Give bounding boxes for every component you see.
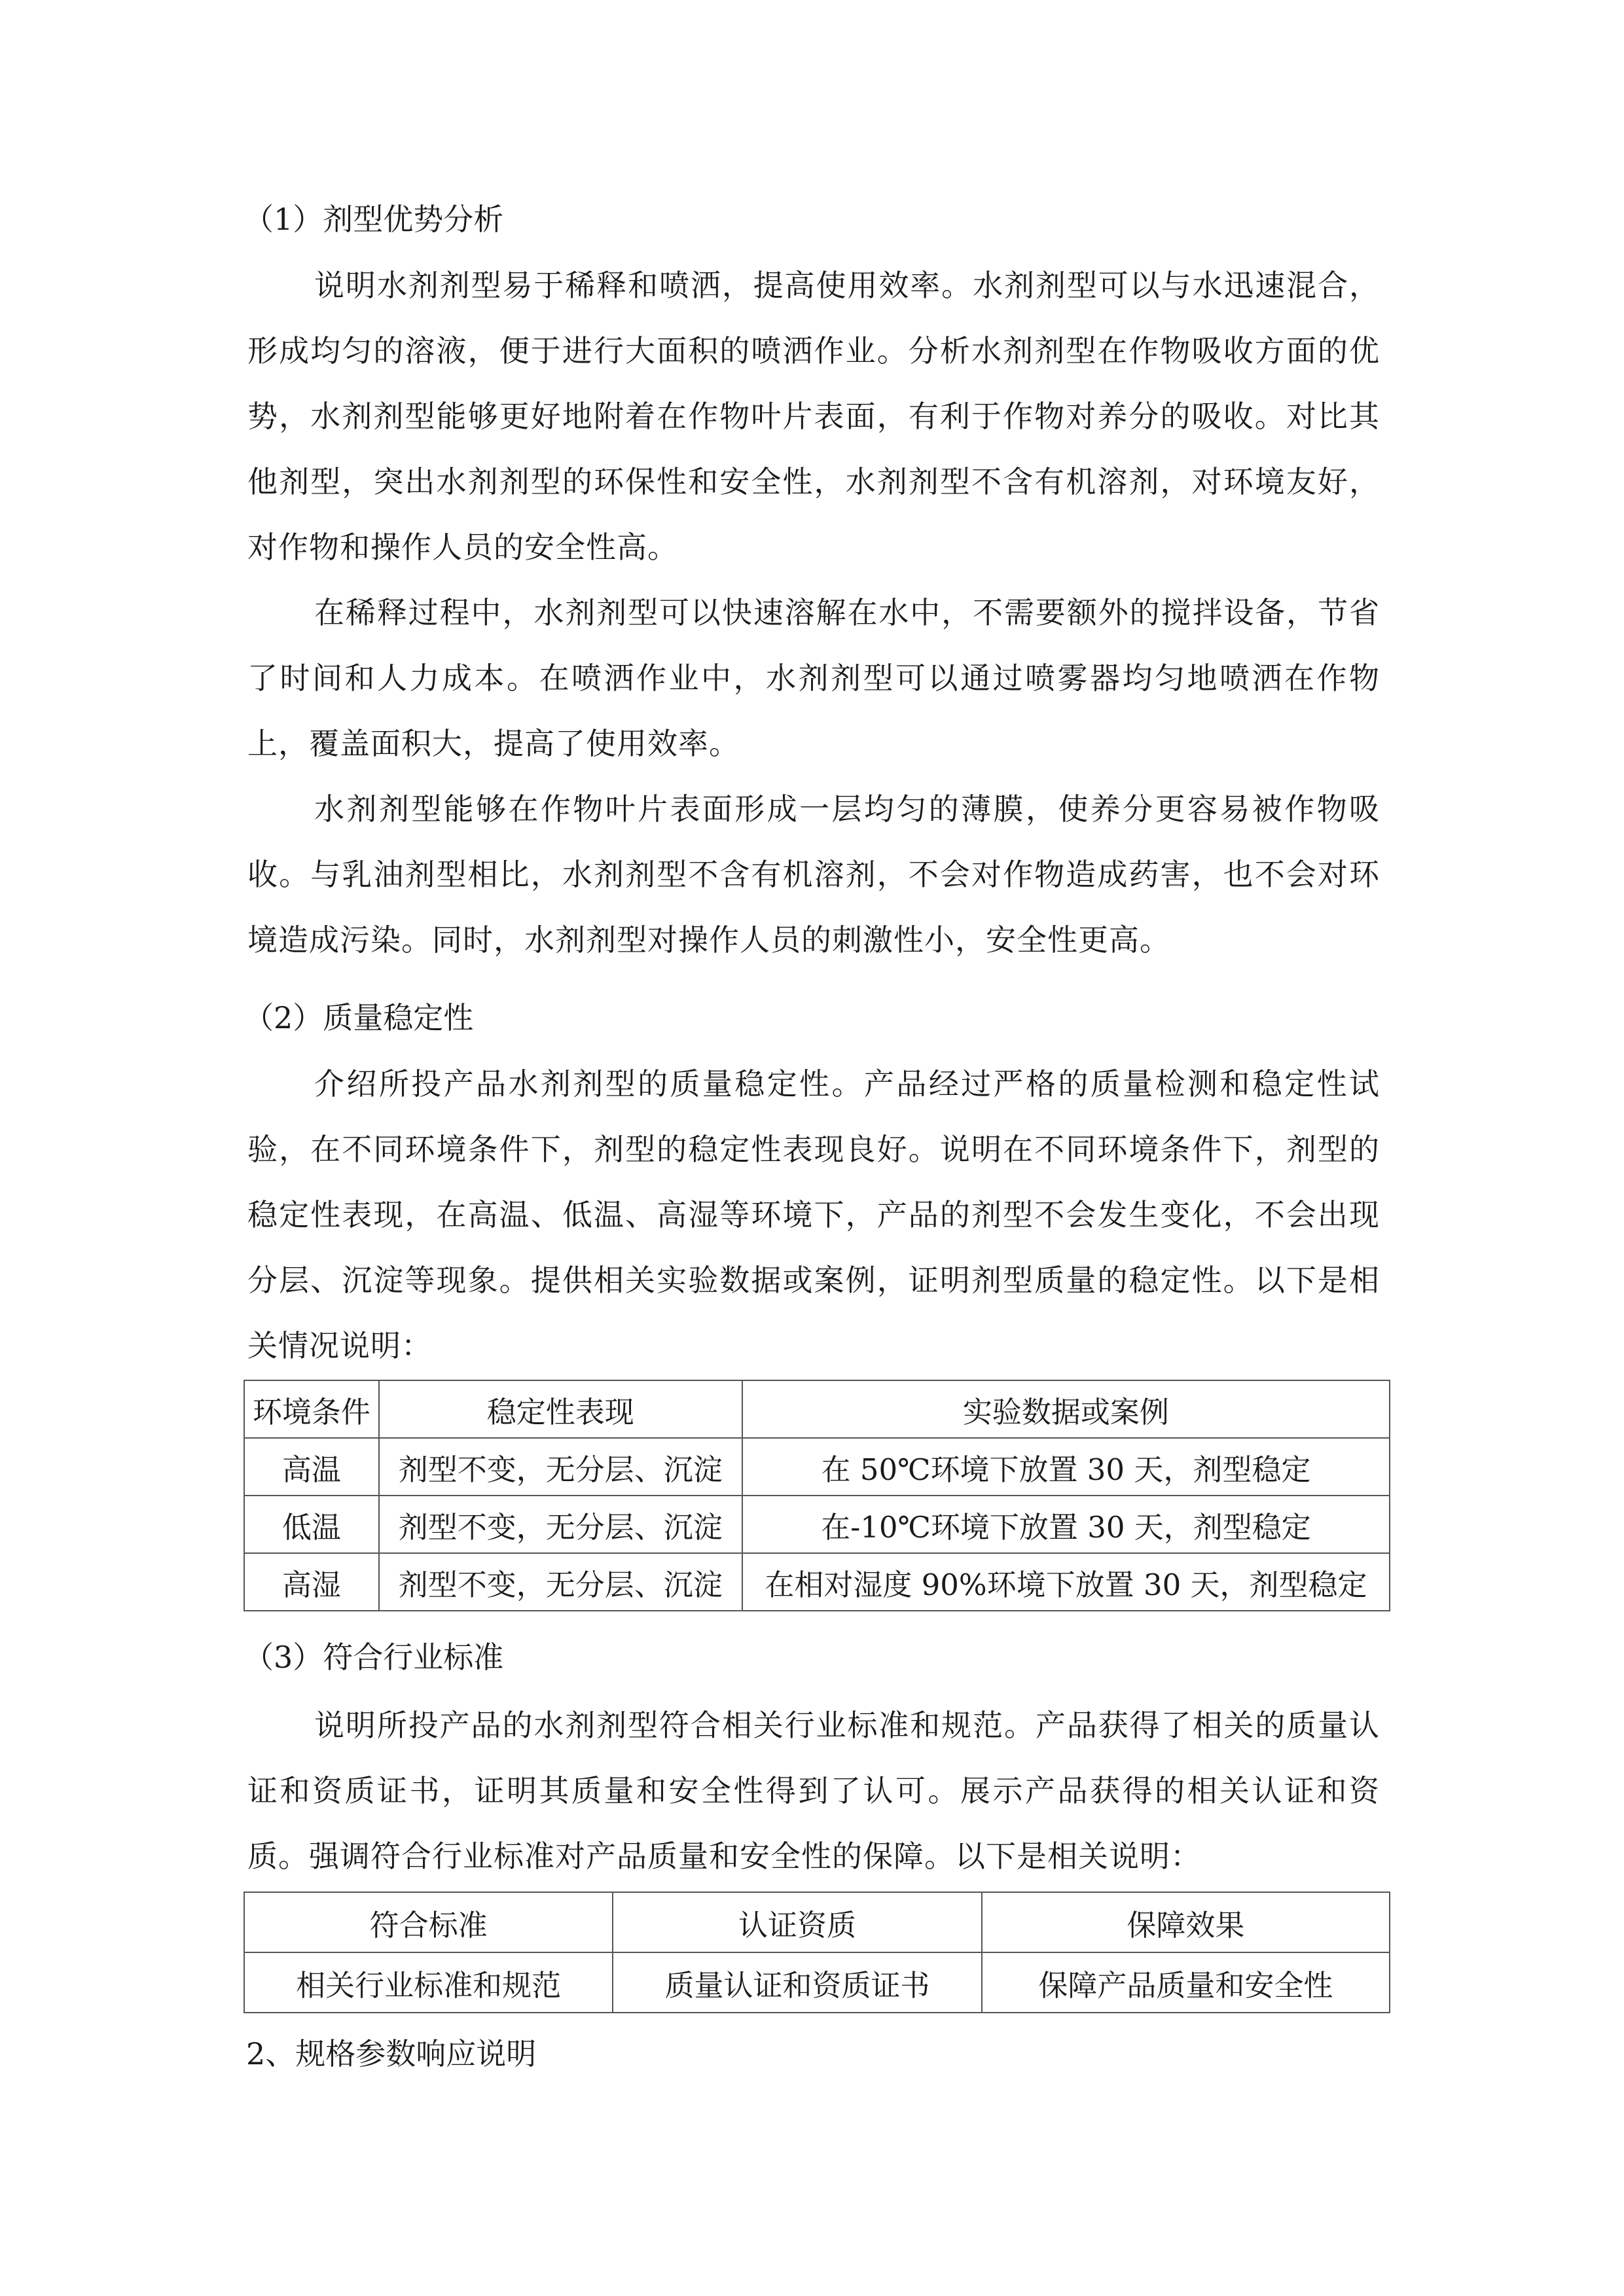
table-cell: 高湿 bbox=[244, 1553, 379, 1611]
paragraph-quality-stability: 介绍所投产品水剂剂型的质量稳定性。产品经过严格的质量检测和稳定性试验，在不同环境条件下，剂型的稳定性表现良好。说明在不同环境条件下，剂型的稳定性表现，在高温、低温、高湿等环境下，产品的剂型不会发生变化，不会出现分层、沉淀等现象。提供相关实验数据或案例，证明剂型质量的稳定性。以下是相关情况说明： bbox=[247, 1066, 1380, 1363]
table-cell: 高温 bbox=[244, 1438, 379, 1496]
table-cell: 相关行业标准和规范 bbox=[244, 1952, 613, 2013]
table-header-cell: 环境条件 bbox=[244, 1380, 379, 1438]
table-row bbox=[244, 1496, 1390, 1553]
paragraph-advantage-2: 在稀释过程中，水剂剂型可以快速溶解在水中，不需要额外的搅拌设备，节省了时间和人力成本。在喷洒作业中，水剂剂型可以通过喷雾器均匀地喷洒在作物上，覆盖面积大，提高了使用效率。 bbox=[247, 595, 1380, 761]
table-header-cell: 认证资质 bbox=[613, 1892, 981, 1952]
table-row bbox=[244, 1553, 1390, 1611]
table-cell: 在-10℃环境下放置 30 天，剂型稳定 bbox=[742, 1496, 1390, 1553]
table-row bbox=[244, 1952, 1390, 2013]
table-row bbox=[244, 1438, 1390, 1496]
table-cell: 剂型不变，无分层、沉淀 bbox=[379, 1496, 742, 1553]
standards-table bbox=[244, 1892, 1390, 2013]
table-cell: 质量认证和资质证书 bbox=[613, 1952, 981, 2013]
paragraph-advantage-1: 说明水剂剂型易于稀释和喷洒，提高使用效率。水剂剂型可以与水迅速混合，形成均匀的溶液，便于进行大面积的喷洒作业。分析水剂剂型在作物吸收方面的优势，水剂剂型能够更好地附着在作物叶片表面，有利于作物对养分的吸收。对比其他剂型，突出水剂剂型的环保性和安全性，水剂剂型不含有机溶剂，对环境友好，对作物和操作人员的安全性高。 bbox=[247, 268, 1380, 565]
table-header-cell: 保障效果 bbox=[982, 1892, 1390, 1952]
table-header-cell: 符合标准 bbox=[244, 1892, 613, 1952]
section-heading-quality-stability: （2）质量稳定性 bbox=[244, 1000, 474, 1035]
table-header-row bbox=[244, 1892, 1390, 1952]
stability-table bbox=[244, 1380, 1390, 1611]
table-header-cell: 稳定性表现 bbox=[379, 1380, 742, 1438]
table-header-cell: 实验数据或案例 bbox=[742, 1380, 1390, 1438]
table-cell: 在相对湿度 90%环境下放置 30 天，剂型稳定 bbox=[742, 1553, 1390, 1611]
paragraph-industry-standards: 说明所投产品的水剂剂型符合相关行业标准和规范。产品获得了相关的质量认证和资质证书，证明其质量和安全性得到了认可。展示产品获得的相关认证和资质。强调符合行业标准对产品质量和安全性的保障。以下是相关说明： bbox=[247, 1708, 1380, 1874]
table-cell: 保障产品质量和安全性 bbox=[982, 1952, 1390, 2013]
table-cell: 剂型不变，无分层、沉淀 bbox=[379, 1553, 742, 1611]
paragraph-advantage-3: 水剂剂型能够在作物叶片表面形成一层均匀的薄膜，使养分更容易被作物吸收。与乳油剂型相比，水剂剂型不含有机溶剂，不会对作物造成药害，也不会对环境造成污染。同时，水剂剂型对操作人员的刺激性小，安全性更高。 bbox=[247, 791, 1380, 958]
table-cell: 剂型不变，无分层、沉淀 bbox=[379, 1438, 742, 1496]
section-heading-industry-standards: （3）符合行业标准 bbox=[244, 1640, 504, 1675]
section-heading-dosage-advantage: （1）剂型优势分析 bbox=[244, 202, 504, 237]
table-header-row bbox=[244, 1380, 1390, 1438]
section-heading-spec-response: 2、规格参数响应说明 bbox=[246, 2036, 537, 2072]
table-cell: 在 50℃环境下放置 30 天，剂型稳定 bbox=[742, 1438, 1390, 1496]
table-cell: 低温 bbox=[244, 1496, 379, 1553]
